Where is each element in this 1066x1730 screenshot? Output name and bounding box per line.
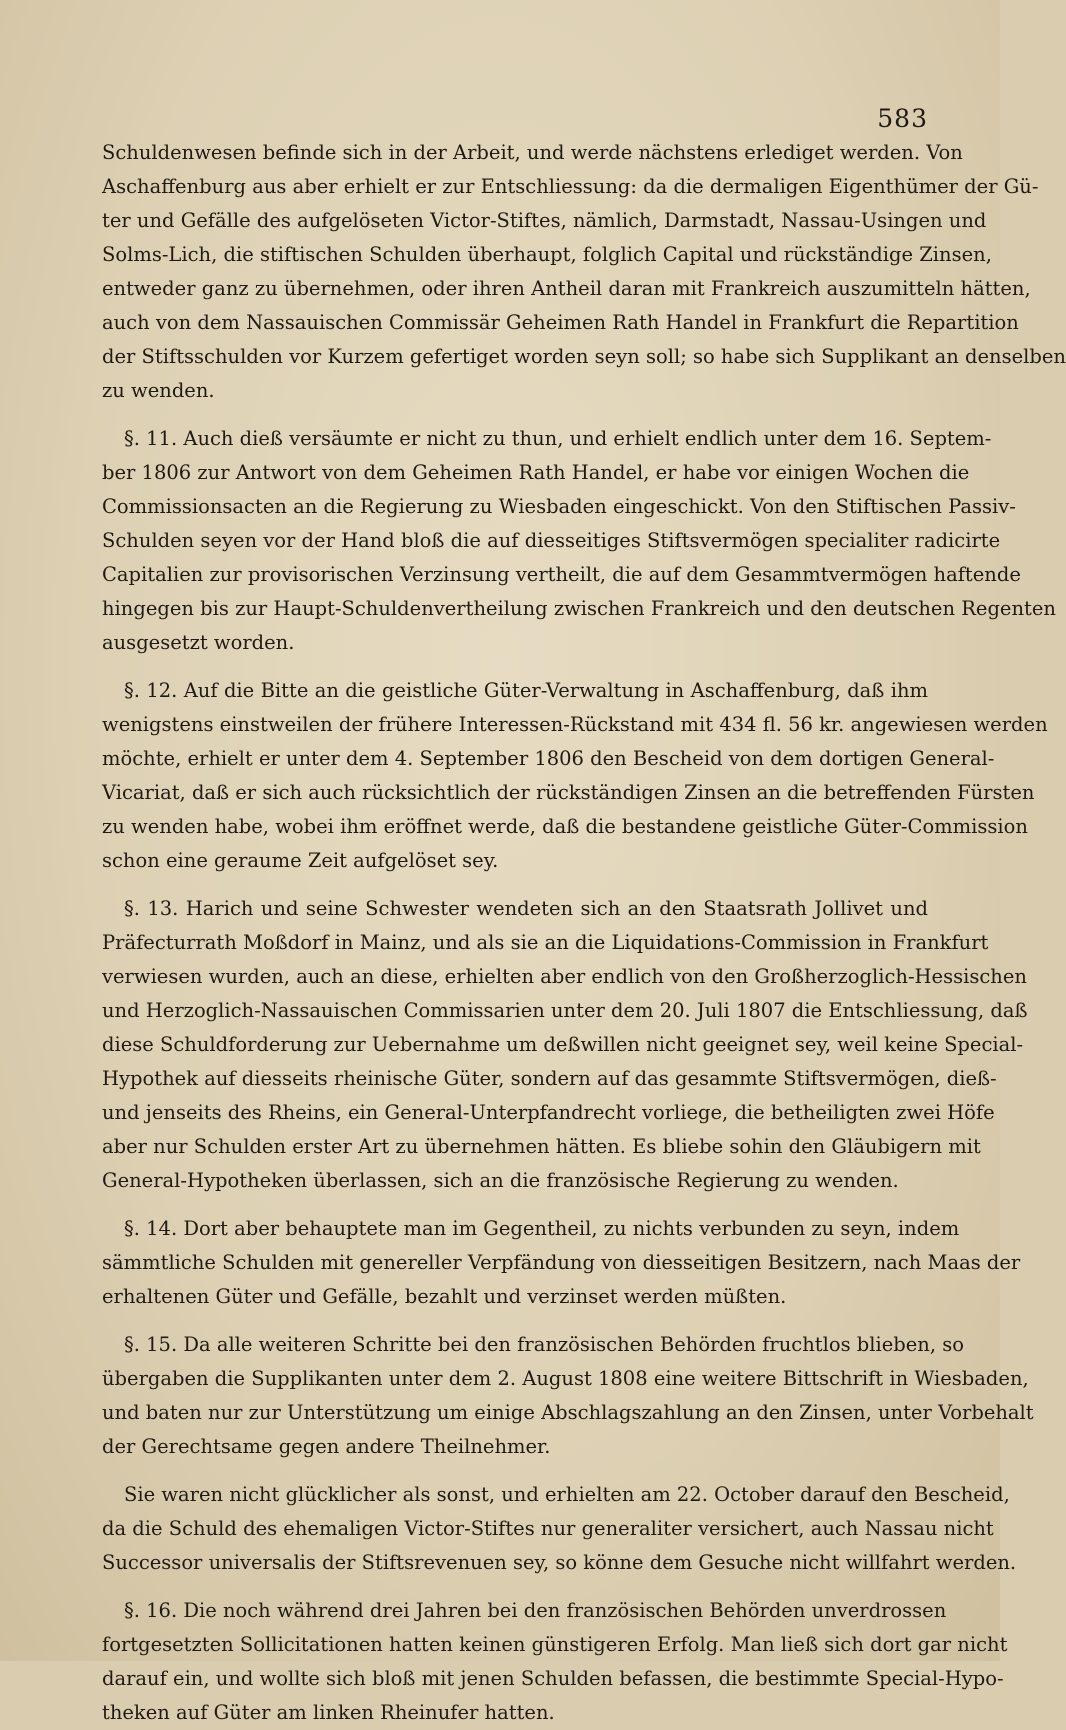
text-line: zu wenden. <box>102 379 215 402</box>
text-line: Schuldenwesen befinde sich in der Arbeit, und werde nächstens erlediget werden. Von <box>102 141 963 164</box>
text-line: Capitalien zur provisorischen Verzinsung vertheilt, die auf dem Gesammtvermögen haftende <box>102 563 1021 586</box>
text-line: §. 14. Dort aber behauptete man im Gegentheil, zu nichts verbunden zu seyn, indem <box>124 1217 960 1240</box>
text-line: Successor universalis der Stiftsrevenuen sey, so könne dem Gesuche nicht willfahrt werden. <box>102 1551 1017 1574</box>
text-line: hingegen bis zur Haupt-Schuldenvertheilung zwischen Frankreich und den deutschen Regenten <box>102 597 1056 620</box>
text-line: General-Hypotheken überlassen, sich an die französische Regierung zu wenden. <box>102 1169 899 1192</box>
text-line: übergaben die Supplikanten unter dem 2. August 1808 eine weitere Bittschrift in Wiesbaden, <box>102 1367 1029 1390</box>
text-line: sämmtliche Schulden mit genereller Verpfändung von diesseitigen Besitzern, nach Maas der <box>102 1251 1021 1274</box>
text-line: ter und Gefälle des aufgelöseten Victor-Stiftes, nämlich, Darmstadt, Nassau-Usingen und <box>102 209 987 232</box>
text-line: ber 1806 zur Antwort von dem Geheimen Rath Handel, er habe vor einigen Wochen die <box>102 461 970 484</box>
text-line: der Stiftsschulden vor Kurzem gefertiget worden seyn soll; so habe sich Supplikant an denselben <box>102 345 1066 368</box>
text-line: diese Schuldforderung zur Uebernahme um deßwillen nicht geeignet sey, weil keine Special- <box>102 1033 1024 1056</box>
text-line: verwiesen wurden, auch an diese, erhielten aber endlich von den Großherzoglich-Hessischen <box>102 965 1027 988</box>
text-line: Hypothek auf diesseits rheinische Güter, sondern auf das gesammte Stiftsvermögen, dieß- <box>102 1067 997 1090</box>
text-line: theken auf Güter am linken Rheinufer hatten. <box>102 1701 555 1724</box>
body-text <box>102 136 1066 1730</box>
text-line: Aschaffenburg aus aber erhielt er zur Entschliessung: da die dermaligen Eigenthümer der Gü- <box>102 175 1039 198</box>
text-line: §. 15. Da alle weiteren Schritte bei den französischen Behörden fruchtlos blieben, so <box>124 1333 965 1356</box>
paragraph-section-15 <box>102 1328 1034 1464</box>
text-line: Vicariat, daß er sich auch rücksichtlich der rückständigen Zinsen an die betreffenden Fürsten <box>102 781 1035 804</box>
text-line: aber nur Schulden erster Art zu übernehmen hätten. Es bliebe sohin den Gläubigern mit <box>102 1135 981 1158</box>
text-line: und Herzoglich-Nassauischen Commissarien unter dem 20. Juli 1807 die Entschliessung, daß <box>102 999 1028 1022</box>
text-line: schon eine geraume Zeit aufgelöset sey. <box>102 849 499 872</box>
text-line: §. 12. Auf die Bitte an die geistliche Güter-Verwaltung in Aschaffenburg, daß ihm <box>124 679 928 702</box>
text-line: da die Schuld des ehemaligen Victor-Stiftes nur generaliter versichert, auch Nassau nicht <box>102 1517 994 1540</box>
text-line: Commissionsacten an die Regierung zu Wiesbaden eingeschickt. Von den Stiftischen Passiv- <box>102 495 1016 518</box>
paragraph-section-16 <box>102 1594 1008 1730</box>
paragraph-response <box>102 1478 1017 1580</box>
text-line: entweder ganz zu übernehmen, oder ihren Antheil daran mit Frankreich auszumitteln hätten, <box>102 277 1031 300</box>
text-line: Präfecturrath Moßdorf in Mainz, und als sie an die Liquidations-Commission in Frankfurt <box>102 931 989 954</box>
text-line: der Gerechtsame gegen andere Theilnehmer. <box>102 1435 551 1458</box>
text-line: §. 16. Die noch während drei Jahren bei den französischen Behörden unverdrossen <box>124 1599 947 1622</box>
page-number: 583 <box>877 104 928 133</box>
text-line: Sie waren nicht glücklicher als sonst, und erhielten am 22. October darauf den Bescheid, <box>124 1483 1010 1506</box>
text-line: möchte, erhielt er unter dem 4. September 1806 den Bescheid von dem dortigen General- <box>102 747 995 770</box>
paragraph-continuation <box>102 136 1066 408</box>
paragraph-section-11 <box>102 422 1056 660</box>
text-line: und baten nur zur Unterstützung um einige Abschlagszahlung an den Zinsen, unter Vorbehalt <box>102 1401 1034 1424</box>
text-line: erhaltenen Güter und Gefälle, bezahlt und verzinset werden müßten. <box>102 1285 787 1308</box>
paragraph-section-13 <box>102 892 1028 1198</box>
text-line: Solms-Lich, die stiftischen Schulden überhaupt, folglich Capital und rückständige Zinsen, <box>102 243 992 266</box>
text-line: wenigstens einstweilen der frühere Interessen-Rückstand mit 434 fl. 56 kr. angewiesen werden <box>102 713 1048 736</box>
paragraph-section-12 <box>102 674 1048 878</box>
text-line: und jenseits des Rheins, ein General-Unterpfandrecht vorliege, die betheiligten zwei Höfe <box>102 1101 995 1124</box>
paragraph-section-14 <box>102 1212 1021 1314</box>
text-line: zu wenden habe, wobei ihm eröffnet werde, daß die bestandene geistliche Güter-Commission <box>102 815 1028 838</box>
text-line: §. 13. Harich und seine Schwester wendeten sich an den Staatsrath Jollivet und <box>124 897 928 920</box>
text-line: ausgesetzt worden. <box>102 631 295 654</box>
text-line: §. 11. Auch dieß versäumte er nicht zu thun, und erhielt endlich unter dem 16. Septem- <box>124 427 992 450</box>
text-line: auch von dem Nassauischen Commissär Geheimen Rath Handel in Frankfurt die Repartition <box>102 311 1019 334</box>
text-line: Schulden seyen vor der Hand bloß die auf diesseitiges Stiftsvermögen specialiter radicirte <box>102 529 1001 552</box>
text-line: fortgesetzten Sollicitationen hatten keinen günstigeren Erfolg. Man ließ sich dort gar nicht <box>102 1633 1008 1656</box>
text-line: darauf ein, und wollte sich bloß mit jenen Schulden befassen, die bestimmte Special-Hypo- <box>102 1667 1004 1690</box>
